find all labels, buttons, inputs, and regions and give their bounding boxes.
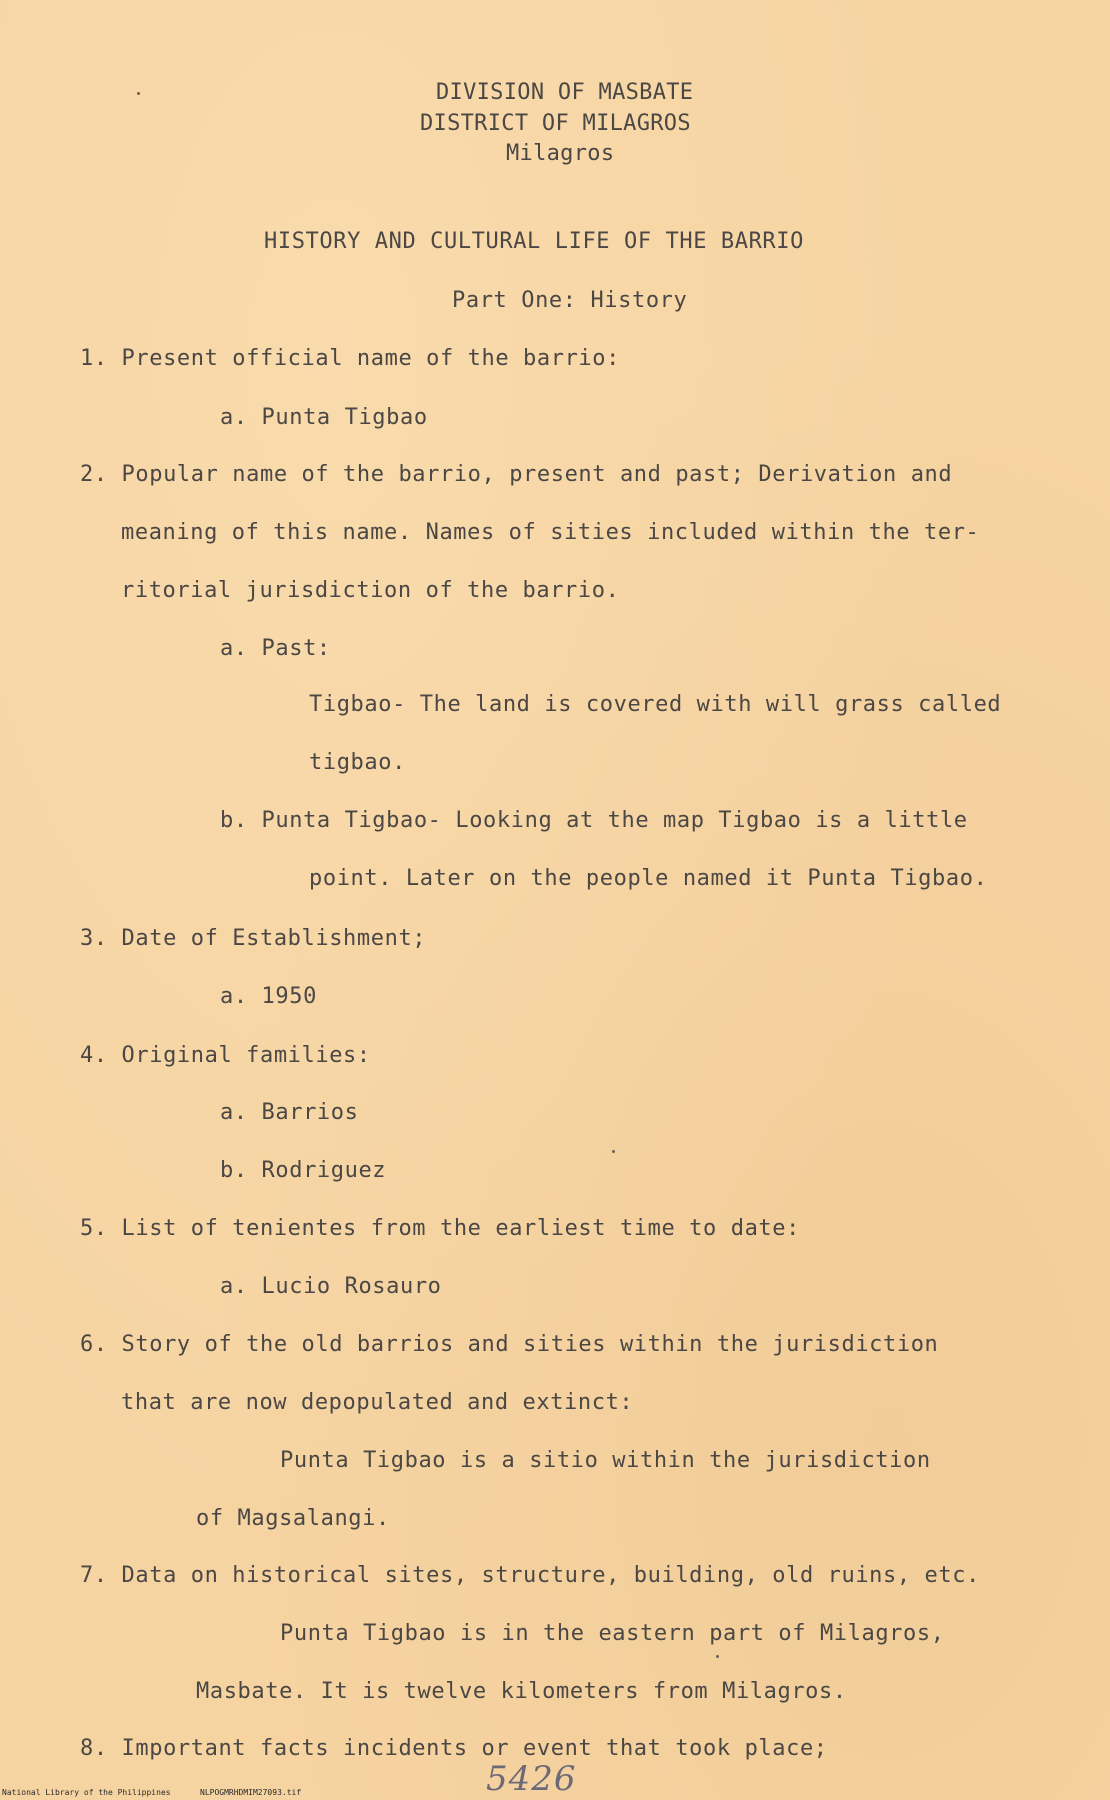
question-2-line-2: meaning of this name. Names of sities included within the ter- (121, 520, 980, 545)
answer-2a-line-2: tigbao. (309, 750, 406, 775)
answer-4b: b. Rodriguez (220, 1158, 387, 1183)
part-heading: Part One: History (452, 288, 688, 313)
answer-3a: a. 1950 (220, 984, 317, 1009)
question-2-line-3: ritorial jurisdiction of the barrio. (121, 578, 620, 603)
question-8: 8. Important facts incidents or event that took place; (80, 1736, 828, 1761)
paper-speck (716, 1655, 719, 1658)
answer-7-line-1: Punta Tigbao is in the eastern part of Milagros, (280, 1621, 945, 1646)
question-6-line-2: that are now depopulated and extinct: (121, 1390, 634, 1415)
answer-2b-line-2: point. Later on the people named it Punta Tigbao. (309, 866, 988, 891)
question-7: 7. Data on historical sites, structure, building, old ruins, etc. (80, 1563, 980, 1588)
answer-6-line-2: of Magsalangi. (196, 1506, 390, 1531)
question-1: 1. Present official name of the barrio: (80, 346, 620, 371)
document-title: HISTORY AND CULTURAL LIFE OF THE BARRIO (264, 229, 804, 254)
answer-5a: a. Lucio Rosauro (220, 1274, 442, 1299)
question-5: 5. List of tenientes from the earliest time to date: (80, 1216, 800, 1241)
question-2-line-1: 2. Popular name of the barrio, present and past; Derivation and (80, 462, 953, 487)
question-6-line-1: 6. Story of the old barrios and sities within the jurisdiction (80, 1332, 939, 1357)
answer-1a: a. Punta Tigbao (220, 405, 428, 430)
division-heading: DIVISION OF MASBATE (436, 80, 694, 105)
answer-2a-label: a. Past: (220, 636, 331, 661)
handwritten-page-number: 5426 (486, 1759, 577, 1799)
answer-6-line-1: Punta Tigbao is a sitio within the jurisdiction (280, 1448, 931, 1473)
town-heading: Milagros (506, 141, 615, 166)
answer-4a: a. Barrios (220, 1100, 359, 1125)
answer-2b-line-1: b. Punta Tigbao- Looking at the map Tigbao is a little (220, 808, 968, 833)
library-credit: National Library of the Philippines (2, 1788, 171, 1797)
question-4: 4. Original families: (80, 1043, 371, 1068)
scan-file-id: NLPOGMRHDMIM27093.tif (200, 1788, 302, 1797)
district-heading: DISTRICT OF MILAGROS (420, 111, 691, 136)
paper-speck (137, 92, 140, 95)
paper-speck (612, 1150, 615, 1153)
question-3: 3. Date of Establishment; (80, 926, 427, 951)
answer-2a-line-1: Tigbao- The land is covered with will grass called (309, 692, 1002, 717)
answer-7-line-2: Masbate. It is twelve kilometers from Milagros. (196, 1679, 847, 1704)
